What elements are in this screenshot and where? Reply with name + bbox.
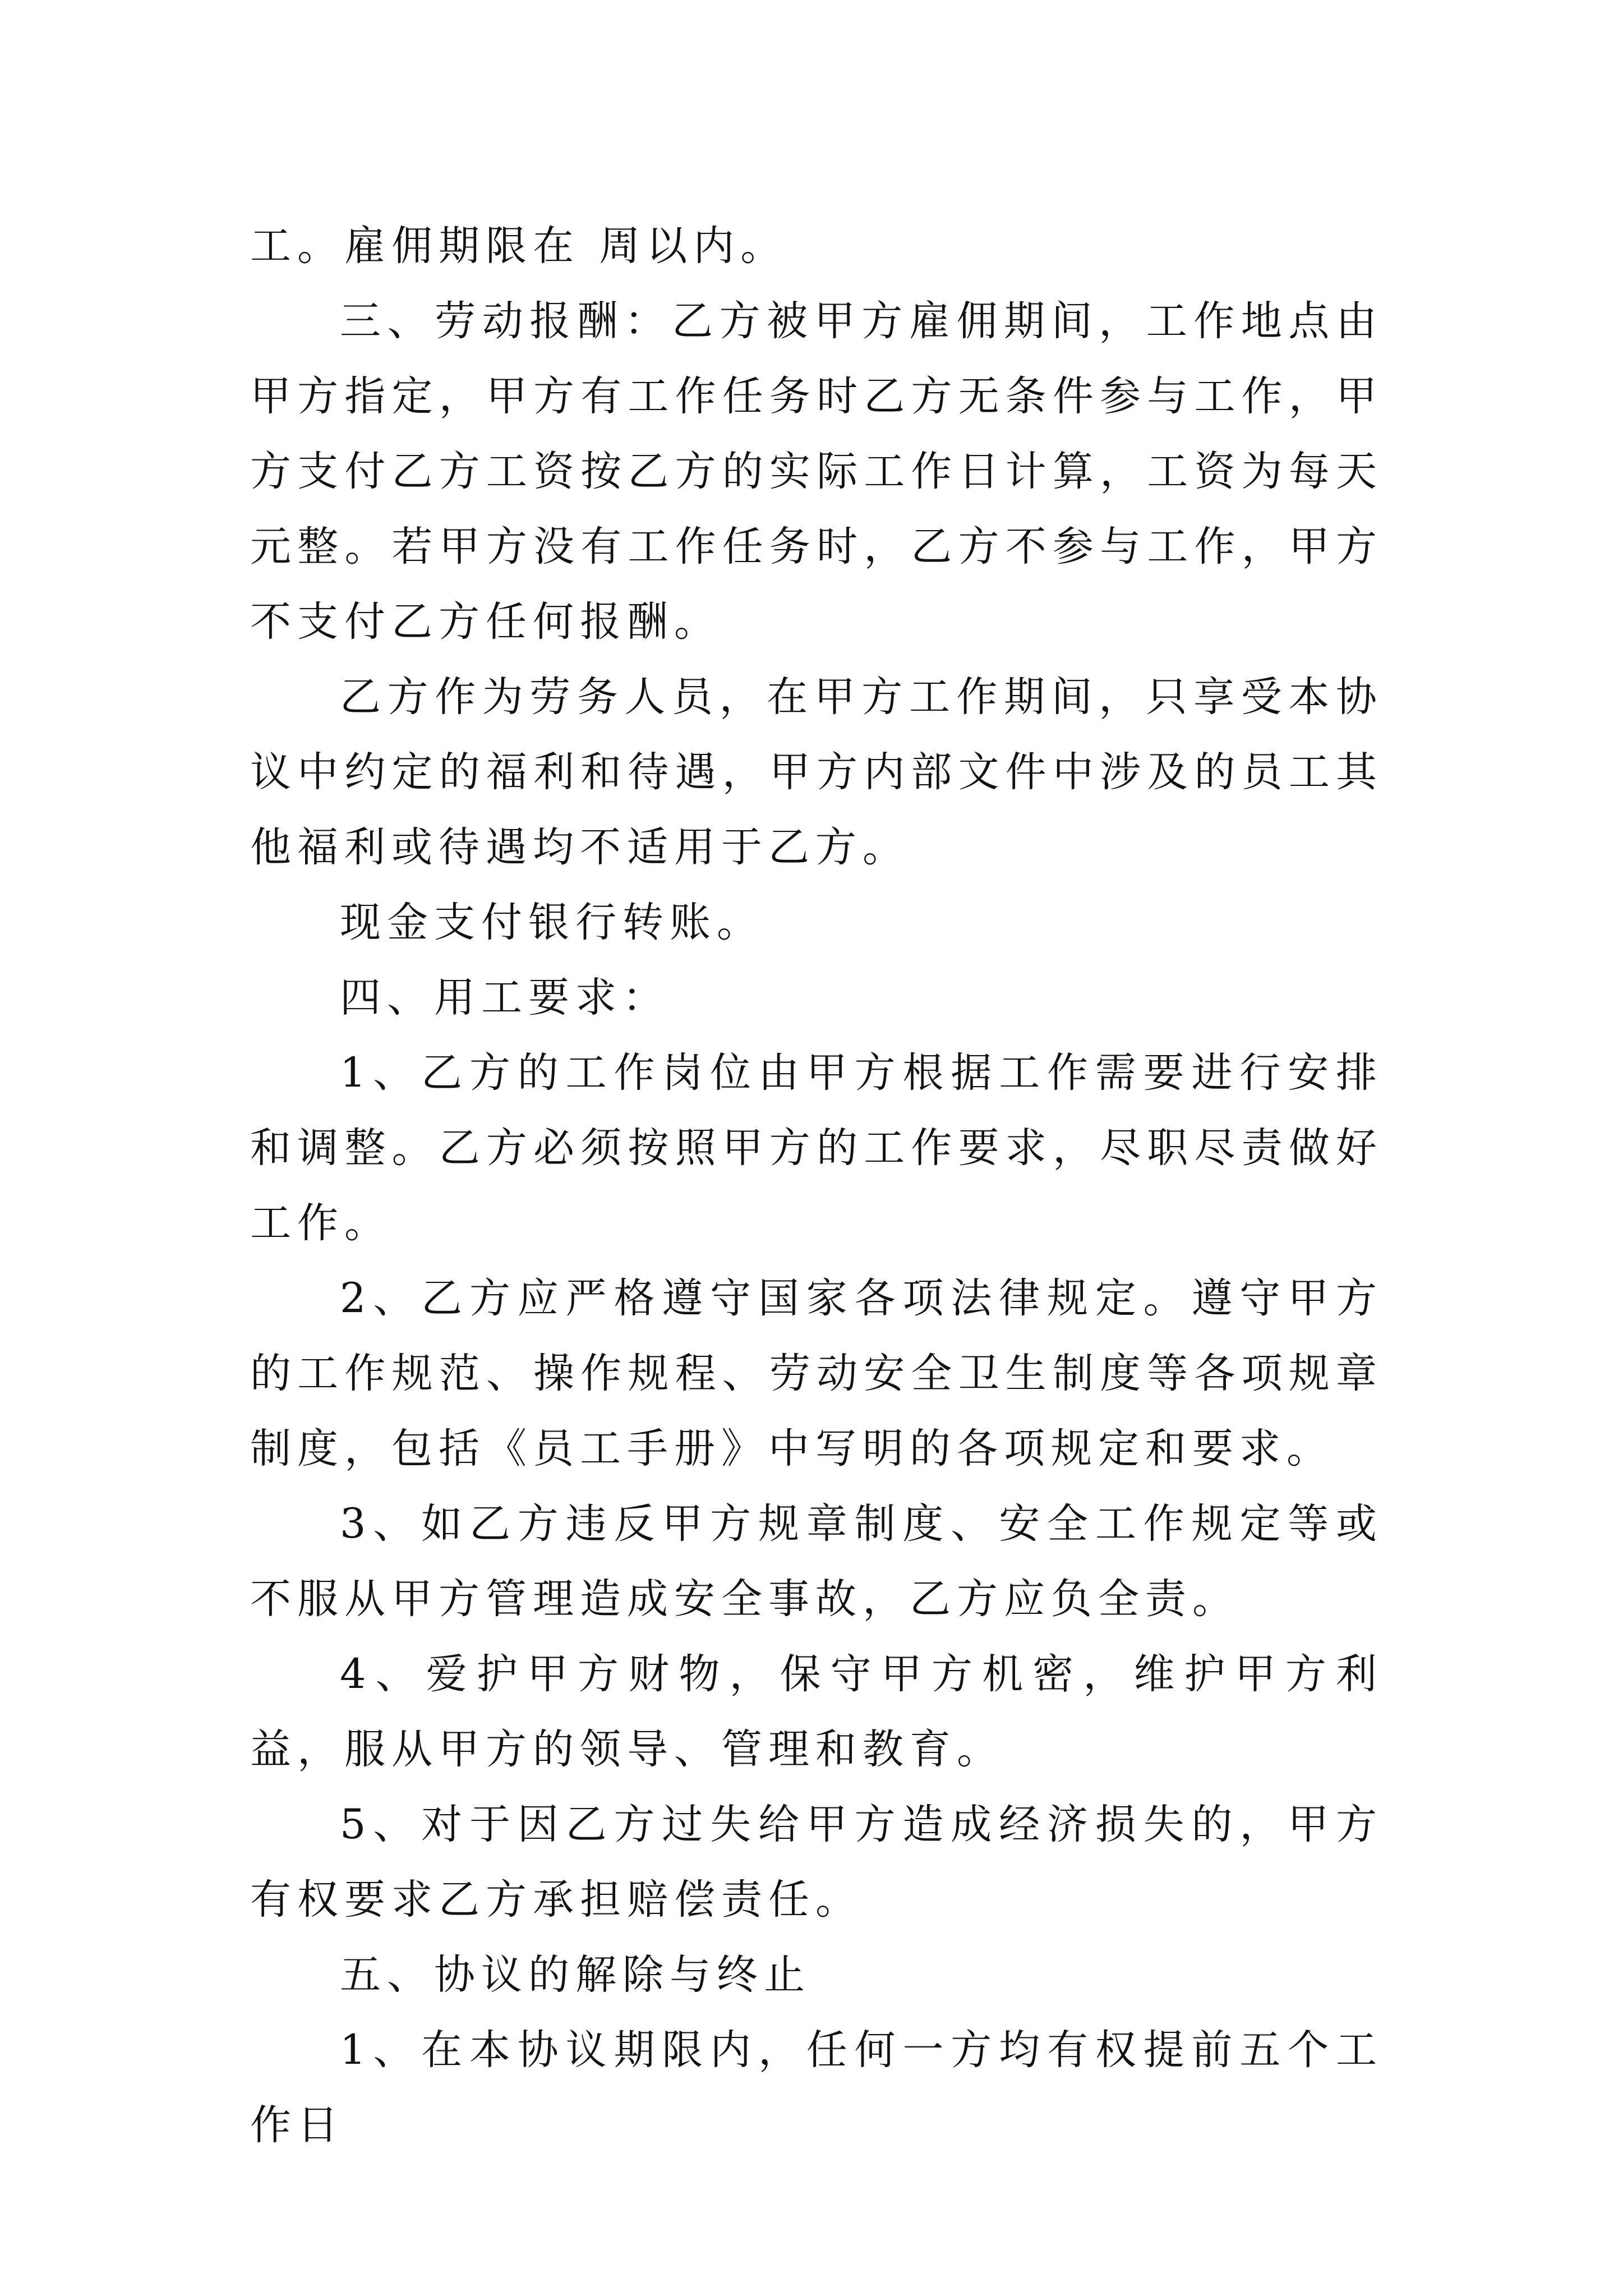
heading-work-requirements: 四、用工要求：: [340, 974, 670, 1022]
heading-termination: 五、协议的解除与终止: [340, 1951, 811, 1999]
paragraph-benefits: 乙方作为劳务人员，在甲方工作期间，只享受本协议中约定的福利和待遇，甲方内部文件中涉及的员工其他福利或待遇均不适用于乙方。: [250, 673, 1383, 871]
list-item-requirement-3: 3、如乙方违反甲方规章制度、安全工作规定等或不服从甲方管理造成安全事故，乙方应负全责。: [250, 1500, 1383, 1623]
paragraph-remuneration: 三、劳动报酬：乙方被甲方雇佣期间，工作地点由甲方指定，甲方有工作任务时乙方无条件参与工作，甲方支付乙方工资按乙方的实际工作日计算，工资为每天元整。若甲方没有工作任务时，乙方不参与工作，甲方不支付乙方任何报酬。: [250, 297, 1383, 646]
list-item-requirement-4: 4、爱护甲方财物，保守甲方机密，维护甲方利益，服从甲方的领导、管理和教育。: [250, 1650, 1383, 1773]
document-body: [250, 209, 1383, 2163]
list-item-termination-1: 1、在本协议期限内，任何一方均有权提前五个工作日: [250, 2026, 1383, 2149]
list-item-requirement-5: 5、对于因乙方过失给甲方造成经济损失的，甲方有权要求乙方承担赔偿责任。: [250, 1801, 1383, 1924]
paragraph-payment-method: 现金支付银行转账。: [340, 899, 764, 946]
list-item-requirement-2: 2、乙方应严格遵守国家各项法律规定。遵守甲方的工作规范、操作规程、劳动安全卫生制度等各项规章制度，包括《员工手册》中写明的各项规定和要求。: [250, 1274, 1383, 1473]
list-item-requirement-1: 1、乙方的工作岗位由甲方根据工作需要进行安排和调整。乙方必须按照甲方的工作要求，尽职尽责做好工作。: [250, 1049, 1383, 1247]
paragraph-employment-term: 工。雇佣期限在 周以内。: [250, 222, 788, 270]
